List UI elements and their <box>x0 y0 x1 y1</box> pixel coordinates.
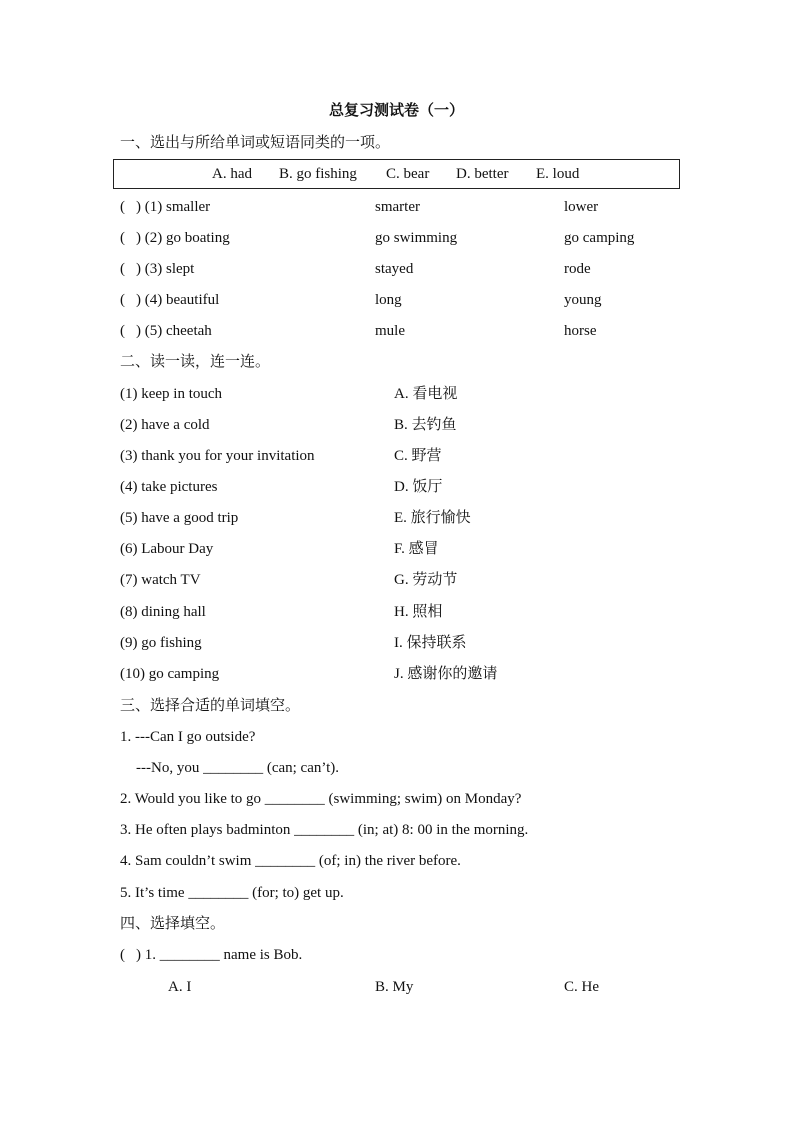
match-answer: B. 去钓鱼 <box>394 417 457 433</box>
match-answer: A. 看电视 <box>394 386 458 402</box>
option-b: mule <box>375 323 405 339</box>
match-item: (7) watch TV <box>120 572 201 588</box>
question-row: ( ) (2) go boating <box>120 230 230 246</box>
option-c: lower <box>564 199 599 215</box>
option-c: go camping <box>564 230 635 246</box>
section-4-heading: 四、选择填空。 <box>120 916 226 932</box>
section-2-heading: 二、读一读，连一连。 <box>120 354 271 370</box>
option-c: horse <box>564 323 597 339</box>
question-row: ( ) (3) slept <box>120 261 195 277</box>
section-3-heading: 三、选择合适的单词填空。 <box>120 698 301 714</box>
fill-question: ---No, you ________ (can; can’t). <box>136 760 339 776</box>
word-bank-box <box>113 159 680 189</box>
option-c: young <box>564 292 602 308</box>
match-answer: E. 旅行愉快 <box>394 510 471 526</box>
word-bank-option: D. better <box>456 166 509 182</box>
option-b: stayed <box>375 261 414 277</box>
match-item: (6) Labour Day <box>120 541 214 557</box>
match-item: (3) thank you for your invitation <box>120 448 315 464</box>
option-c: rode <box>564 261 591 277</box>
match-item: (10) go camping <box>120 666 220 682</box>
match-item: (1) keep in touch <box>120 386 223 402</box>
fill-question: 5. It’s time ________ (for; to) get up. <box>120 885 344 901</box>
option-b: smarter <box>375 199 420 215</box>
match-answer: C. 野营 <box>394 448 442 464</box>
page-title: 总复习测试卷（一） <box>328 103 464 119</box>
match-item: (4) take pictures <box>120 479 218 495</box>
choice-option: B. My <box>375 979 414 995</box>
word-bank-option: A. had <box>212 166 252 182</box>
match-item: (2) have a cold <box>120 417 210 433</box>
match-answer: F. 感冒 <box>394 541 439 557</box>
question-row: ( ) (5) cheetah <box>120 323 212 339</box>
choice-option: C. He <box>564 979 599 995</box>
word-bank-option: C. bear <box>386 166 430 182</box>
fill-question: 4. Sam couldn’t swim ________ (of; in) the river before. <box>120 853 461 869</box>
match-answer: J. 感谢你的邀请 <box>394 666 498 682</box>
word-bank-option: E. loud <box>536 166 580 182</box>
match-answer: G. 劳动节 <box>394 572 458 588</box>
word-bank-option: B. go fishing <box>279 166 357 182</box>
match-item: (8) dining hall <box>120 604 206 620</box>
section-1-heading: 一、选出与所给单词或短语同类的一项。 <box>120 135 391 151</box>
match-answer: H. 照相 <box>394 604 443 620</box>
match-answer: I. 保持联系 <box>394 635 467 651</box>
question-row: ( ) (4) beautiful <box>120 292 220 308</box>
fill-question: 3. He often plays badminton ________ (in; at) 8: 00 in the morning. <box>120 822 529 838</box>
option-b: go swimming <box>375 230 458 246</box>
fill-question: 2. Would you like to go ________ (swimming; swim) on Monday? <box>120 791 522 807</box>
match-item: (9) go fishing <box>120 635 202 651</box>
option-b: long <box>375 292 402 308</box>
question-row: ( ) (1) smaller <box>120 199 211 215</box>
choice-option: A. I <box>168 979 192 995</box>
match-item: (5) have a good trip <box>120 510 239 526</box>
match-answer: D. 饭厅 <box>394 479 443 495</box>
fill-question: 1. ---Can I go outside? <box>120 729 256 745</box>
choice-question: ( ) 1. ________ name is Bob. <box>120 947 303 963</box>
